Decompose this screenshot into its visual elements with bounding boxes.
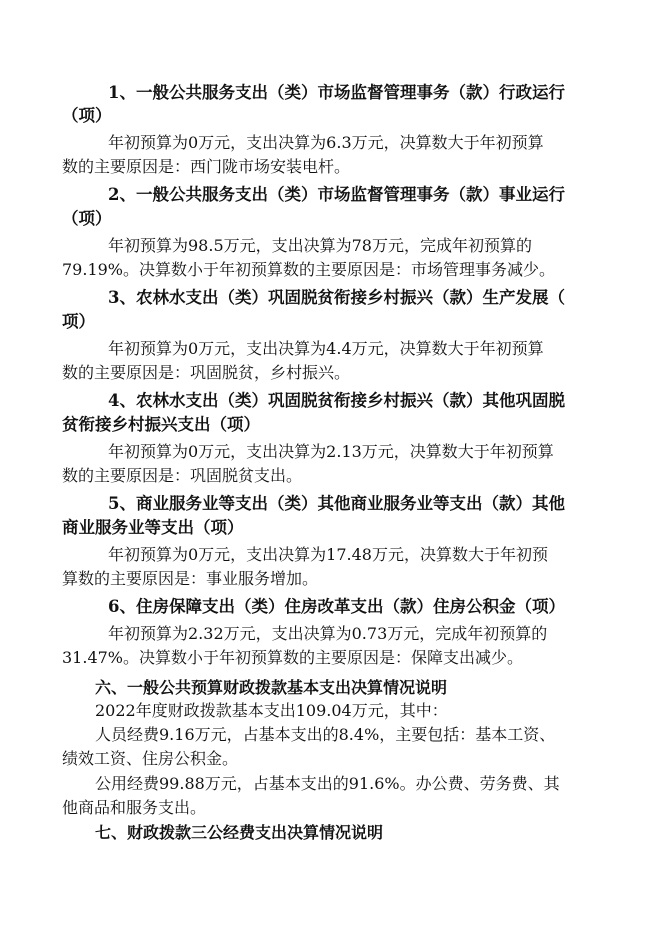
item-3-body-line-1: 年初预算为0万元，支出决算为4.4万元，决算数大于年初预算 — [108, 339, 544, 358]
section-6-public-line-2: 他商品和服务支出。 — [62, 798, 207, 817]
item-2-heading-line-2: （项） — [62, 209, 112, 228]
item-4-body-line-1: 年初预算为0万元，支出决算为2.13万元，决算数大于年初预算 — [108, 442, 554, 461]
section-6-personnel-line-2: 绩效工资、住房公积金。 — [62, 749, 239, 768]
item-6-body-line-2: 31.47%。决算数小于年初预算数的主要原因是：保障支出减少。 — [62, 648, 524, 667]
item-6-heading-line-1: 6、住房保障支出（类）住房改革支出（款）住房公积金（项） — [108, 597, 565, 616]
item-4-heading-line-2: 贫衔接乡村振兴支出（项） — [62, 415, 260, 434]
section-6-intro: 2022年度财政拨款基本支出109.04万元，其中： — [95, 701, 448, 720]
item-2-body-line-2: 79.19%。决算数小于年初预算数的主要原因是：市场管理事务减少。 — [62, 260, 556, 279]
item-4-heading-line-1: 4、农林水支出（类）巩固脱贫衔接乡村振兴（款）其他巩固脱 — [108, 391, 565, 410]
item-1-heading-line-1: 1、一般公共服务支出（类）市场监督管理事务（款）行政运行 — [108, 83, 565, 102]
item-3-body-line-2: 数的主要原因是：巩固脱贫，乡村振兴。 — [62, 363, 351, 382]
item-5-body-line-2: 算数的主要原因是：事业服务增加。 — [62, 569, 319, 588]
item-4-body-line-2: 数的主要原因是：巩固脱贫支出。 — [62, 466, 303, 485]
section-6-public-line-1: 公用经费99.88万元，占基本支出的91.6%。办公费、劳务费、其 — [95, 774, 560, 793]
section-6-title: 六、一般公共预算财政拨款基本支出决算情况说明 — [95, 678, 448, 697]
item-3-heading-line-1: 3、农林水支出（类）巩固脱贫衔接乡村振兴（款）生产发展（ — [108, 288, 565, 307]
item-2-body-line-1: 年初预算为98.5万元，支出决算为78万元，完成年初预算的 — [108, 236, 532, 255]
section-6-personnel-line-1: 人员经费9.16万元，占基本支出的8.4%，主要包括：基本工资、 — [95, 725, 556, 744]
item-6-body-line-1: 年初预算为2.32万元，支出决算为0.73万元，完成年初预算的 — [108, 624, 548, 643]
item-5-heading-line-2: 商业服务业等支出（项） — [62, 518, 244, 537]
item-3-heading-line-2: 项） — [62, 312, 95, 331]
item-5-heading-line-1: 5、商业服务业等支出（类）其他商业服务业等支出（款）其他 — [108, 494, 565, 513]
item-1-body-line-2: 数的主要原因是：西门陇市场安装电杆。 — [62, 157, 351, 176]
item-5-body-line-1: 年初预算为0万元，支出决算为17.48万元，决算数大于年初预 — [108, 545, 548, 564]
item-1-body-line-1: 年初预算为0万元，支出决算为6.3万元，决算数大于年初预算 — [108, 133, 544, 152]
item-1-heading-line-2: （项） — [62, 106, 112, 125]
section-7-title: 七、财政拨款三公经费支出决算情况说明 — [95, 823, 384, 842]
item-2-heading-line-1: 2、一般公共服务支出（类）市场监督管理事务（款）事业运行 — [108, 185, 565, 204]
